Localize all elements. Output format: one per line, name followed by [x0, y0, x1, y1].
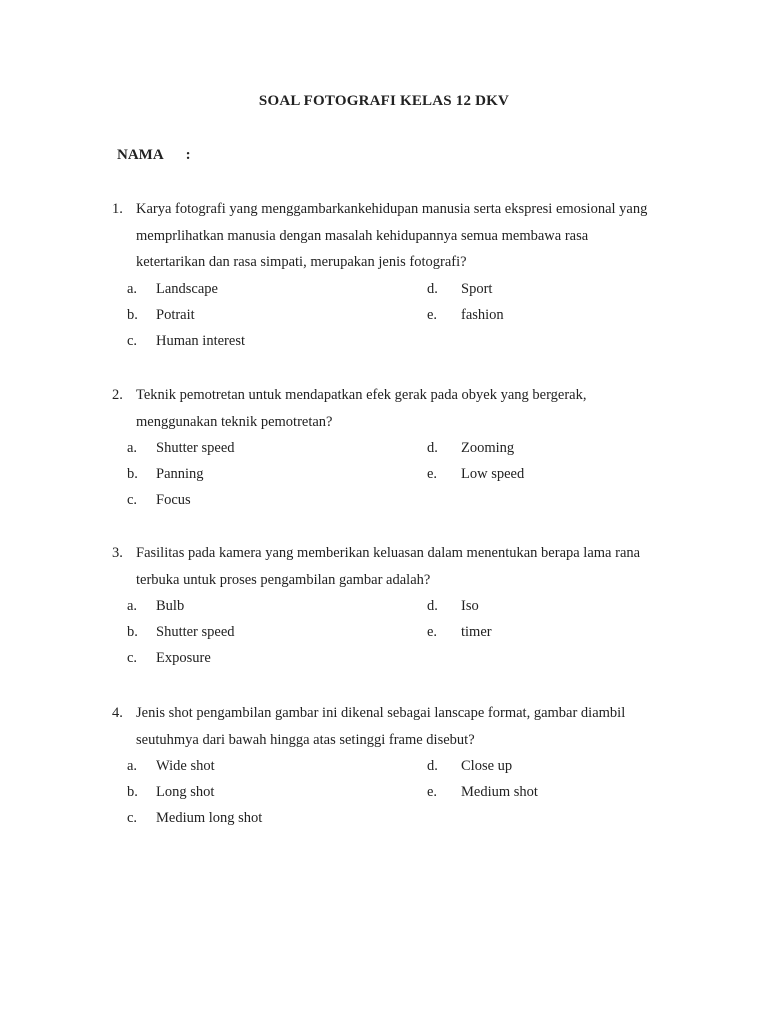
option-text: Landscape — [156, 280, 218, 297]
option-text: Close up — [461, 758, 513, 774]
option-letter: d. — [427, 758, 438, 774]
question-text: Teknik pemotretan untuk mendapatkan efek gerak pada obyek yang bergerak, — [136, 387, 587, 403]
question-number: 3. — [112, 545, 123, 561]
option-text: Sport — [461, 280, 493, 297]
option-letter: b. — [127, 784, 138, 800]
question-text: seutuhmya dari bawah hingga atas setinggi frame disebut? — [136, 731, 475, 748]
option-letter: a. — [127, 440, 138, 456]
option-text: Iso — [461, 598, 479, 614]
option-letter: c. — [127, 810, 138, 826]
options — [112, 593, 682, 671]
option-text: Zooming — [461, 440, 515, 456]
option-letter: a. — [127, 598, 138, 614]
question-3 — [112, 540, 682, 671]
option-letter: e. — [427, 624, 438, 640]
question-text: ketertarikan dan rasa simpati, merupakan jenis fotografi? — [136, 254, 467, 270]
option-letter: d. — [427, 598, 438, 614]
option-text: Medium long shot — [156, 810, 263, 826]
option-text: fashion — [461, 306, 504, 323]
question-number: 1. — [112, 201, 123, 217]
question-2 — [112, 382, 682, 513]
question-text: Jenis shot pengambilan gambar ini dikenal sebagai lanscape format, gambar diambil — [136, 705, 626, 721]
option-letter: e. — [427, 306, 438, 323]
question-number: 4. — [112, 705, 123, 721]
question-text: Karya fotografi yang menggambarkankehidupan manusia serta ekspresi emosional yang — [136, 201, 648, 217]
option-letter: c. — [127, 650, 138, 666]
option-letter: c. — [127, 332, 138, 349]
question-text: memprlihatkan manusia dengan masalah kehidupannya semua membawa rasa — [136, 227, 589, 244]
option-text: Low speed — [461, 466, 525, 482]
option-text: timer — [461, 624, 492, 640]
question-text: Fasilitas pada kamera yang memberikan keluasan dalam menentukan berapa lama rana — [136, 545, 641, 561]
question-number: 2. — [112, 387, 123, 403]
option-letter: d. — [427, 440, 438, 456]
option-letter: c. — [127, 492, 138, 508]
option-letter: e. — [427, 784, 438, 800]
options — [112, 435, 682, 513]
question-text: terbuka untuk proses pengambilan gambar adalah? — [136, 571, 431, 588]
option-text: Potrait — [156, 306, 195, 323]
option-text: Long shot — [156, 784, 215, 800]
page-title: SOAL FOTOGRAFI KELAS 12 DKV — [258, 93, 510, 109]
option-text: Wide shot — [156, 758, 215, 774]
option-text: Medium shot — [461, 784, 538, 800]
option-text: Bulb — [156, 598, 185, 614]
name-label: NAMA — [117, 147, 164, 163]
question-4 — [112, 700, 682, 831]
options — [112, 753, 682, 831]
option-text: Exposure — [156, 650, 211, 666]
option-text: Shutter speed — [156, 624, 235, 640]
option-letter: b. — [127, 466, 138, 482]
option-letter: b. — [127, 624, 138, 640]
option-text: Shutter speed — [156, 440, 235, 456]
question-text: menggunakan teknik pemotretan? — [136, 413, 333, 430]
option-letter: a. — [127, 758, 138, 774]
option-text: Focus — [156, 492, 191, 508]
name-field — [117, 147, 191, 164]
option-text: Panning — [156, 466, 204, 482]
options — [112, 276, 682, 354]
name-colon: : — [185, 147, 191, 163]
option-letter: d. — [427, 280, 438, 297]
question-1 — [112, 196, 682, 354]
option-letter: b. — [127, 306, 138, 323]
option-text: Human interest — [156, 332, 245, 349]
option-letter: a. — [127, 280, 138, 297]
option-letter: e. — [427, 466, 438, 482]
